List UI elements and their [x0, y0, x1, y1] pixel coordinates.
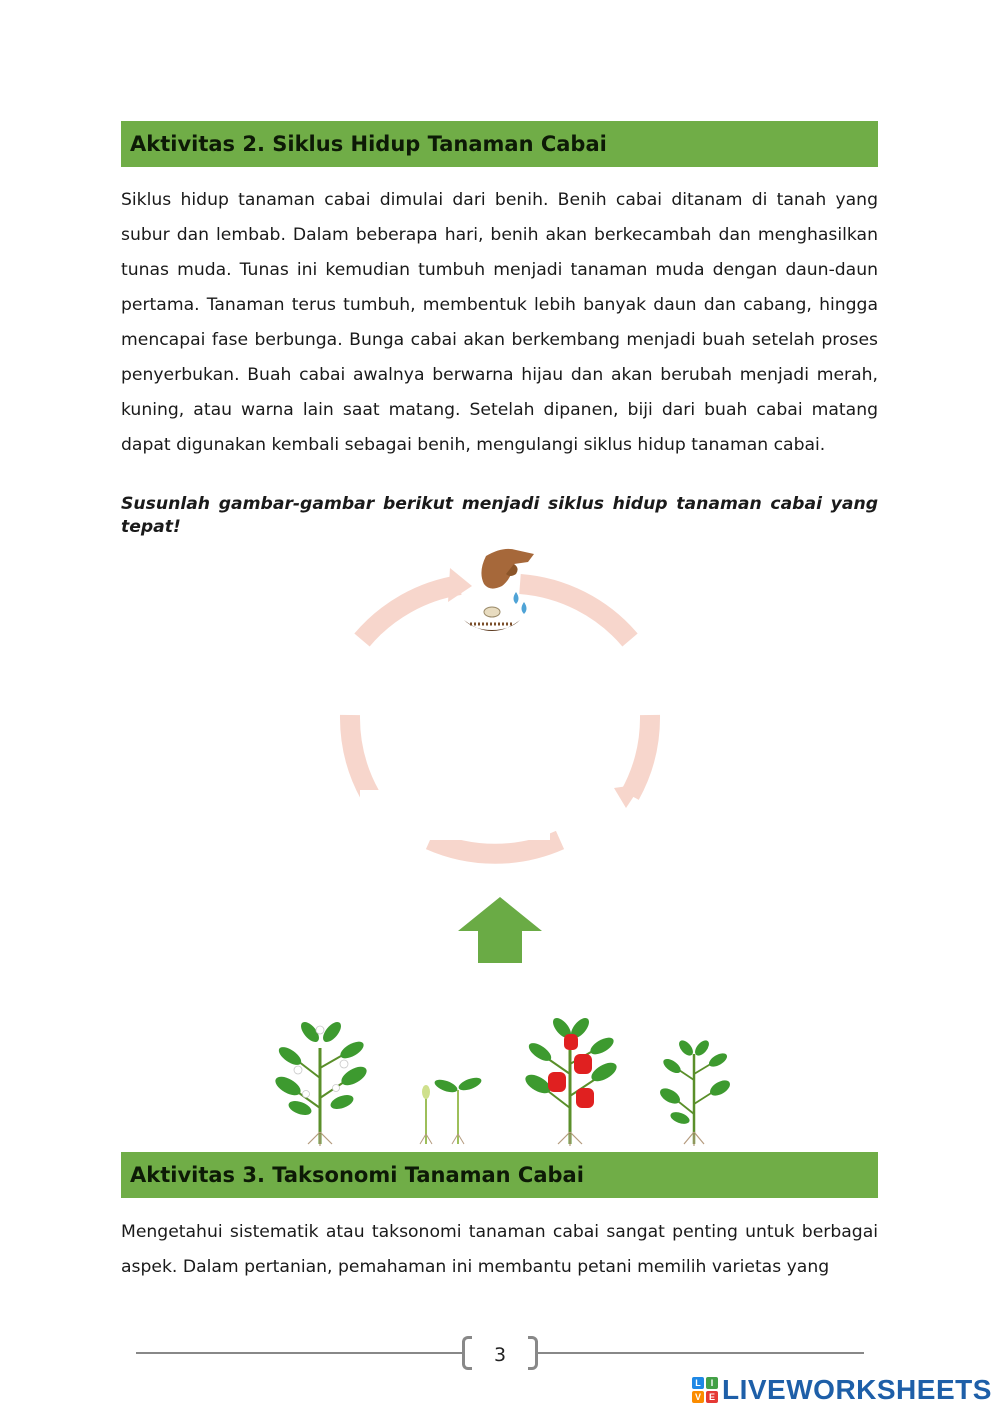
seed-planting-image [458, 546, 538, 641]
logo-letter-l: L [692, 1377, 704, 1389]
cycle-arc-left [350, 715, 370, 795]
drop-zone-bottom[interactable] [430, 790, 550, 840]
logo-letter-i: I [706, 1377, 718, 1389]
footer-line-right [536, 1352, 864, 1354]
fruiting-plant-card[interactable] [520, 1018, 620, 1146]
cycle-arrow-right [614, 715, 650, 808]
footer-line-left [136, 1352, 464, 1354]
liveworksheets-brand-text: LIVEWORKSHEETS [722, 1374, 992, 1405]
young-plant-card[interactable] [656, 1040, 732, 1146]
seedling-card[interactable] [414, 1068, 484, 1146]
drop-zone-bottom-left[interactable] [360, 790, 420, 850]
section-2-paragraph: Siklus hidup tanaman cabai dimulai dari benih. Benih cabai ditanam di tanah yang subur dan lembab. Dalam beberapa hari, benih akan berkecambah dan menghasilkan tunas muda. Tunas ini kemudian tumbuh menjadi tanaman muda dengan daun-daun pertama. Tanaman terus tumbuh, membentuk lebih banyak daun dan cabang, hingga mencapai fase berbunga. Bunga cabai akan berkembang menjadi buah setelah proses penyerbukan. Buah cabai awalnya berwarna hijau dan akan berubah menjadi merah, kuning, atau warna lain saat matang. Setelah dipanen, biji dari buah cabai matang dapat digunakan kembali sebagai benih, mengulangi siklus hidup tanaman cabai. [121, 190, 878, 455]
section-2-title: Aktivitas 2. Siklus Hidup Tanaman Cabai [121, 121, 878, 167]
flowering-plant-card[interactable] [270, 1018, 370, 1146]
logo-letter-v: V [692, 1391, 704, 1403]
section-3-paragraph: Mengetahui sistematik atau taksonomi tanaman cabai sangat penting untuk berbagai aspek. Dalam pertanian, pemahaman ini membantu petani memilih varietas yang [121, 1222, 878, 1277]
cycle-arrow-top-left [362, 568, 472, 640]
activity-instruction: Susunlah gambar-gambar berikut menjadi siklus hidup tanaman cabai yang tepat! [121, 494, 878, 537]
liveworksheets-logo-icon [692, 1377, 718, 1403]
page-number: 3 [493, 1344, 507, 1366]
cycle-arc-bottom [430, 840, 560, 854]
liveworksheets-logo[interactable] [692, 1374, 992, 1406]
section-3-title: Aktivitas 3. Taksonomi Tanaman Cabai [121, 1152, 878, 1198]
logo-letter-e: E [706, 1391, 718, 1403]
green-up-arrow [458, 897, 542, 963]
